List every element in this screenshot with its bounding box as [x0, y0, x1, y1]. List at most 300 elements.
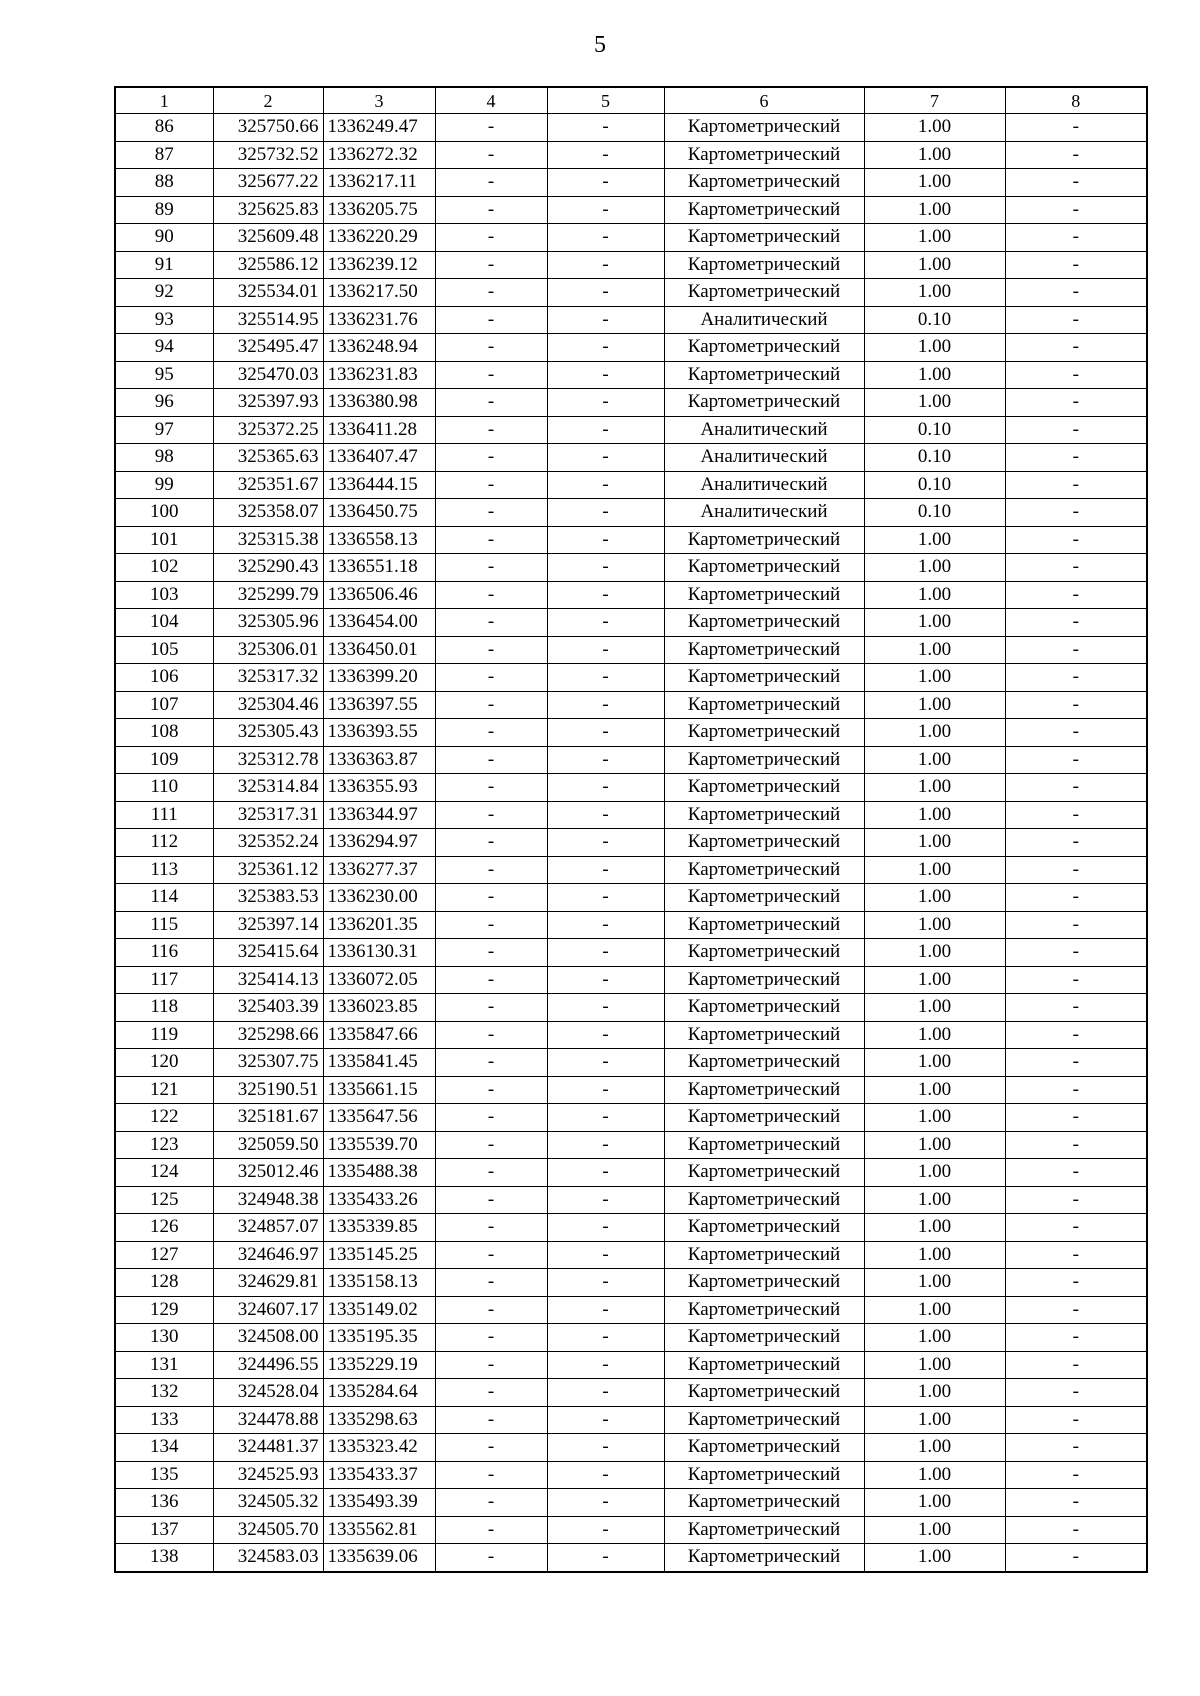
method-cell: Картометрический — [664, 526, 864, 554]
table-body — [115, 87, 1147, 1572]
x-coordinate-cell: 324646.97 — [213, 1241, 323, 1269]
col5-cell: - — [547, 361, 664, 389]
y-coordinate-cell: 1336231.76 — [323, 306, 435, 334]
x-coordinate-cell: 325514.95 — [213, 306, 323, 334]
col4-cell: - — [435, 801, 547, 829]
col4-cell: - — [435, 691, 547, 719]
accuracy-cell: 1.00 — [864, 334, 1005, 362]
y-coordinate-cell: 1336355.93 — [323, 774, 435, 802]
x-coordinate-cell: 324948.38 — [213, 1186, 323, 1214]
point-number-cell: 120 — [115, 1049, 213, 1077]
col8-cell: - — [1005, 251, 1147, 279]
header-cell: 2 — [213, 87, 323, 114]
x-coordinate-cell: 325750.66 — [213, 114, 323, 142]
col5-cell: - — [547, 719, 664, 747]
col4-cell: - — [435, 609, 547, 637]
table-row — [115, 444, 1147, 472]
table-row — [115, 499, 1147, 527]
accuracy-cell: 1.00 — [864, 966, 1005, 994]
table-row — [115, 1406, 1147, 1434]
table-row — [115, 1544, 1147, 1572]
x-coordinate-cell: 324481.37 — [213, 1434, 323, 1462]
x-coordinate-cell: 324478.88 — [213, 1406, 323, 1434]
col4-cell: - — [435, 1434, 547, 1462]
method-cell: Картометрический — [664, 224, 864, 252]
y-coordinate-cell: 1336277.37 — [323, 856, 435, 884]
col5-cell: - — [547, 1434, 664, 1462]
col5-cell: - — [547, 1269, 664, 1297]
table-row — [115, 224, 1147, 252]
x-coordinate-cell: 325181.67 — [213, 1104, 323, 1132]
table-row — [115, 719, 1147, 747]
y-coordinate-cell: 1335145.25 — [323, 1241, 435, 1269]
x-coordinate-cell: 325317.32 — [213, 664, 323, 692]
x-coordinate-cell: 325534.01 — [213, 279, 323, 307]
point-number-cell: 92 — [115, 279, 213, 307]
accuracy-cell: 1.00 — [864, 1516, 1005, 1544]
accuracy-cell: 1.00 — [864, 1379, 1005, 1407]
col4-cell: - — [435, 1049, 547, 1077]
x-coordinate-cell: 325609.48 — [213, 224, 323, 252]
accuracy-cell: 0.10 — [864, 416, 1005, 444]
point-number-cell: 134 — [115, 1434, 213, 1462]
x-coordinate-cell: 325365.63 — [213, 444, 323, 472]
col4-cell: - — [435, 829, 547, 857]
table-row — [115, 279, 1147, 307]
table-row — [115, 1324, 1147, 1352]
col4-cell: - — [435, 361, 547, 389]
y-coordinate-cell: 1335339.85 — [323, 1214, 435, 1242]
x-coordinate-cell: 325361.12 — [213, 856, 323, 884]
y-coordinate-cell: 1335539.70 — [323, 1131, 435, 1159]
method-cell: Картометрический — [664, 994, 864, 1022]
accuracy-cell: 1.00 — [864, 1461, 1005, 1489]
col4-cell: - — [435, 1406, 547, 1434]
col4-cell: - — [435, 224, 547, 252]
col4-cell: - — [435, 114, 547, 142]
col4-cell: - — [435, 1131, 547, 1159]
y-coordinate-cell: 1336551.18 — [323, 554, 435, 582]
accuracy-cell: 1.00 — [864, 389, 1005, 417]
table-row — [115, 801, 1147, 829]
col5-cell: - — [547, 1186, 664, 1214]
col8-cell: - — [1005, 1489, 1147, 1517]
point-number-cell: 126 — [115, 1214, 213, 1242]
table-row — [115, 361, 1147, 389]
col8-cell: - — [1005, 746, 1147, 774]
table-row — [115, 609, 1147, 637]
col4-cell: - — [435, 581, 547, 609]
x-coordinate-cell: 324629.81 — [213, 1269, 323, 1297]
col8-cell: - — [1005, 389, 1147, 417]
point-number-cell: 122 — [115, 1104, 213, 1132]
accuracy-cell: 1.00 — [864, 664, 1005, 692]
y-coordinate-cell: 1336130.31 — [323, 939, 435, 967]
point-number-cell: 131 — [115, 1351, 213, 1379]
table-row — [115, 829, 1147, 857]
y-coordinate-cell: 1336407.47 — [323, 444, 435, 472]
y-coordinate-cell: 1336272.32 — [323, 141, 435, 169]
x-coordinate-cell: 325397.93 — [213, 389, 323, 417]
point-number-cell: 110 — [115, 774, 213, 802]
col5-cell: - — [547, 636, 664, 664]
col5-cell: - — [547, 829, 664, 857]
point-number-cell: 130 — [115, 1324, 213, 1352]
y-coordinate-cell: 1336393.55 — [323, 719, 435, 747]
col8-cell: - — [1005, 361, 1147, 389]
point-number-cell: 107 — [115, 691, 213, 719]
point-number-cell: 111 — [115, 801, 213, 829]
col5-cell: - — [547, 581, 664, 609]
y-coordinate-cell: 1336450.75 — [323, 499, 435, 527]
col5-cell: - — [547, 1406, 664, 1434]
table-row — [115, 251, 1147, 279]
accuracy-cell: 1.00 — [864, 911, 1005, 939]
accuracy-cell: 1.00 — [864, 609, 1005, 637]
method-cell: Картометрический — [664, 1214, 864, 1242]
x-coordinate-cell: 324607.17 — [213, 1296, 323, 1324]
coordinates-table — [114, 86, 1148, 1573]
col4-cell: - — [435, 1324, 547, 1352]
x-coordinate-cell: 325358.07 — [213, 499, 323, 527]
col5-cell: - — [547, 911, 664, 939]
x-coordinate-cell: 325298.66 — [213, 1021, 323, 1049]
method-cell: Картометрический — [664, 1159, 864, 1187]
col4-cell: - — [435, 444, 547, 472]
y-coordinate-cell: 1336506.46 — [323, 581, 435, 609]
x-coordinate-cell: 325306.01 — [213, 636, 323, 664]
col4-cell: - — [435, 251, 547, 279]
col4-cell: - — [435, 526, 547, 554]
col8-cell: - — [1005, 691, 1147, 719]
y-coordinate-cell: 1335195.35 — [323, 1324, 435, 1352]
col5-cell: - — [547, 746, 664, 774]
y-coordinate-cell: 1336217.11 — [323, 169, 435, 197]
col8-cell: - — [1005, 471, 1147, 499]
point-number-cell: 96 — [115, 389, 213, 417]
y-coordinate-cell: 1335847.66 — [323, 1021, 435, 1049]
point-number-cell: 89 — [115, 196, 213, 224]
col5-cell: - — [547, 609, 664, 637]
point-number-cell: 114 — [115, 884, 213, 912]
header-cell: 7 — [864, 87, 1005, 114]
method-cell: Картометрический — [664, 829, 864, 857]
y-coordinate-cell: 1335229.19 — [323, 1351, 435, 1379]
x-coordinate-cell: 325414.13 — [213, 966, 323, 994]
point-number-cell: 132 — [115, 1379, 213, 1407]
y-coordinate-cell: 1336230.00 — [323, 884, 435, 912]
method-cell: Картометрический — [664, 801, 864, 829]
col5-cell: - — [547, 554, 664, 582]
x-coordinate-cell: 325012.46 — [213, 1159, 323, 1187]
col8-cell: - — [1005, 829, 1147, 857]
y-coordinate-cell: 1336380.98 — [323, 389, 435, 417]
method-cell: Картометрический — [664, 691, 864, 719]
table-row — [115, 471, 1147, 499]
x-coordinate-cell: 325299.79 — [213, 581, 323, 609]
col4-cell: - — [435, 1269, 547, 1297]
col8-cell: - — [1005, 499, 1147, 527]
col5-cell: - — [547, 1131, 664, 1159]
accuracy-cell: 1.00 — [864, 581, 1005, 609]
table-row — [115, 884, 1147, 912]
col8-cell: - — [1005, 279, 1147, 307]
accuracy-cell: 1.00 — [864, 224, 1005, 252]
col4-cell: - — [435, 306, 547, 334]
table-row — [115, 1434, 1147, 1462]
table-row — [115, 1241, 1147, 1269]
col5-cell: - — [547, 1214, 664, 1242]
col4-cell: - — [435, 554, 547, 582]
col4-cell: - — [435, 1296, 547, 1324]
accuracy-cell: 1.00 — [864, 1159, 1005, 1187]
x-coordinate-cell: 325397.14 — [213, 911, 323, 939]
x-coordinate-cell: 325317.31 — [213, 801, 323, 829]
col8-cell: - — [1005, 1049, 1147, 1077]
method-cell: Картометрический — [664, 1379, 864, 1407]
y-coordinate-cell: 1336363.87 — [323, 746, 435, 774]
method-cell: Картометрический — [664, 884, 864, 912]
table-row — [115, 1104, 1147, 1132]
point-number-cell: 102 — [115, 554, 213, 582]
x-coordinate-cell: 325190.51 — [213, 1076, 323, 1104]
x-coordinate-cell: 325586.12 — [213, 251, 323, 279]
col5-cell: - — [547, 1516, 664, 1544]
page-number: 5 — [594, 32, 606, 58]
col4-cell: - — [435, 169, 547, 197]
point-number-cell: 93 — [115, 306, 213, 334]
accuracy-cell: 1.00 — [864, 251, 1005, 279]
col8-cell: - — [1005, 169, 1147, 197]
col8-cell: - — [1005, 994, 1147, 1022]
accuracy-cell: 1.00 — [864, 1489, 1005, 1517]
header-cell: 8 — [1005, 87, 1147, 114]
table-row — [115, 856, 1147, 884]
method-cell: Картометрический — [664, 114, 864, 142]
col8-cell: - — [1005, 1351, 1147, 1379]
y-coordinate-cell: 1335284.64 — [323, 1379, 435, 1407]
col8-cell: - — [1005, 1104, 1147, 1132]
y-coordinate-cell: 1336220.29 — [323, 224, 435, 252]
col8-cell: - — [1005, 416, 1147, 444]
col4-cell: - — [435, 279, 547, 307]
method-cell: Картометрический — [664, 1049, 864, 1077]
col8-cell: - — [1005, 196, 1147, 224]
x-coordinate-cell: 325305.43 — [213, 719, 323, 747]
y-coordinate-cell: 1336294.97 — [323, 829, 435, 857]
col8-cell: - — [1005, 856, 1147, 884]
table-row — [115, 1461, 1147, 1489]
point-number-cell: 86 — [115, 114, 213, 142]
point-number-cell: 124 — [115, 1159, 213, 1187]
point-number-cell: 99 — [115, 471, 213, 499]
col8-cell: - — [1005, 1516, 1147, 1544]
y-coordinate-cell: 1336201.35 — [323, 911, 435, 939]
x-coordinate-cell: 325625.83 — [213, 196, 323, 224]
table-row — [115, 389, 1147, 417]
y-coordinate-cell: 1335298.63 — [323, 1406, 435, 1434]
method-cell: Картометрический — [664, 1324, 864, 1352]
table-row — [115, 966, 1147, 994]
y-coordinate-cell: 1335433.37 — [323, 1461, 435, 1489]
accuracy-cell: 1.00 — [864, 691, 1005, 719]
method-cell: Картометрический — [664, 746, 864, 774]
method-cell: Аналитический — [664, 499, 864, 527]
x-coordinate-cell: 325352.24 — [213, 829, 323, 857]
col8-cell: - — [1005, 1021, 1147, 1049]
x-coordinate-cell: 325351.67 — [213, 471, 323, 499]
y-coordinate-cell: 1335562.81 — [323, 1516, 435, 1544]
method-cell: Аналитический — [664, 444, 864, 472]
col4-cell: - — [435, 499, 547, 527]
col4-cell: - — [435, 471, 547, 499]
col5-cell: - — [547, 1021, 664, 1049]
y-coordinate-cell: 1336397.55 — [323, 691, 435, 719]
accuracy-cell: 1.00 — [864, 1049, 1005, 1077]
header-cell: 5 — [547, 87, 664, 114]
accuracy-cell: 1.00 — [864, 554, 1005, 582]
col8-cell: - — [1005, 609, 1147, 637]
col5-cell: - — [547, 1489, 664, 1517]
table-row — [115, 581, 1147, 609]
method-cell: Картометрический — [664, 636, 864, 664]
y-coordinate-cell: 1335493.39 — [323, 1489, 435, 1517]
col4-cell: - — [435, 1379, 547, 1407]
y-coordinate-cell: 1336399.20 — [323, 664, 435, 692]
table-row — [115, 1021, 1147, 1049]
col8-cell: - — [1005, 1214, 1147, 1242]
col5-cell: - — [547, 196, 664, 224]
method-cell: Картометрический — [664, 1351, 864, 1379]
col5-cell: - — [547, 774, 664, 802]
y-coordinate-cell: 1336454.00 — [323, 609, 435, 637]
col4-cell: - — [435, 334, 547, 362]
point-number-cell: 91 — [115, 251, 213, 279]
x-coordinate-cell: 324496.55 — [213, 1351, 323, 1379]
point-number-cell: 103 — [115, 581, 213, 609]
col8-cell: - — [1005, 114, 1147, 142]
col5-cell: - — [547, 939, 664, 967]
method-cell: Картометрический — [664, 1104, 864, 1132]
accuracy-cell: 1.00 — [864, 1269, 1005, 1297]
col5-cell: - — [547, 856, 664, 884]
col5-cell: - — [547, 1076, 664, 1104]
col4-cell: - — [435, 884, 547, 912]
col4-cell: - — [435, 389, 547, 417]
method-cell: Картометрический — [664, 1544, 864, 1572]
col8-cell: - — [1005, 306, 1147, 334]
col5-cell: - — [547, 279, 664, 307]
header-cell: 3 — [323, 87, 435, 114]
y-coordinate-cell: 1336344.97 — [323, 801, 435, 829]
col8-cell: - — [1005, 1241, 1147, 1269]
col8-cell: - — [1005, 939, 1147, 967]
accuracy-cell: 1.00 — [864, 1214, 1005, 1242]
y-coordinate-cell: 1336248.94 — [323, 334, 435, 362]
accuracy-cell: 1.00 — [864, 169, 1005, 197]
x-coordinate-cell: 325059.50 — [213, 1131, 323, 1159]
method-cell: Картометрический — [664, 609, 864, 637]
x-coordinate-cell: 325677.22 — [213, 169, 323, 197]
col4-cell: - — [435, 856, 547, 884]
x-coordinate-cell: 325415.64 — [213, 939, 323, 967]
accuracy-cell: 1.00 — [864, 1021, 1005, 1049]
method-cell: Картометрический — [664, 251, 864, 279]
x-coordinate-cell: 325403.39 — [213, 994, 323, 1022]
col4-cell: - — [435, 1214, 547, 1242]
table-row — [115, 554, 1147, 582]
point-number-cell: 87 — [115, 141, 213, 169]
col4-cell: - — [435, 1021, 547, 1049]
accuracy-cell: 1.00 — [864, 114, 1005, 142]
col8-cell: - — [1005, 1076, 1147, 1104]
col4-cell: - — [435, 719, 547, 747]
col5-cell: - — [547, 994, 664, 1022]
header-cell: 4 — [435, 87, 547, 114]
y-coordinate-cell: 1336450.01 — [323, 636, 435, 664]
point-number-cell: 115 — [115, 911, 213, 939]
point-number-cell: 104 — [115, 609, 213, 637]
table-row — [115, 141, 1147, 169]
y-coordinate-cell: 1336023.85 — [323, 994, 435, 1022]
method-cell: Картометрический — [664, 774, 864, 802]
table-row — [115, 526, 1147, 554]
method-cell: Картометрический — [664, 1186, 864, 1214]
col5-cell: - — [547, 1544, 664, 1572]
col4-cell: - — [435, 1516, 547, 1544]
col5-cell: - — [547, 334, 664, 362]
x-coordinate-cell: 324525.93 — [213, 1461, 323, 1489]
accuracy-cell: 1.00 — [864, 1131, 1005, 1159]
col4-cell: - — [435, 994, 547, 1022]
col8-cell: - — [1005, 966, 1147, 994]
accuracy-cell: 0.10 — [864, 306, 1005, 334]
point-number-cell: 112 — [115, 829, 213, 857]
x-coordinate-cell: 325314.84 — [213, 774, 323, 802]
method-cell: Картометрический — [664, 719, 864, 747]
y-coordinate-cell: 1336217.50 — [323, 279, 435, 307]
point-number-cell: 125 — [115, 1186, 213, 1214]
accuracy-cell: 1.00 — [864, 719, 1005, 747]
point-number-cell: 128 — [115, 1269, 213, 1297]
point-number-cell: 121 — [115, 1076, 213, 1104]
col4-cell: - — [435, 664, 547, 692]
col5-cell: - — [547, 884, 664, 912]
point-number-cell: 100 — [115, 499, 213, 527]
accuracy-cell: 1.00 — [864, 1104, 1005, 1132]
table-row — [115, 994, 1147, 1022]
accuracy-cell: 0.10 — [864, 499, 1005, 527]
method-cell: Картометрический — [664, 1076, 864, 1104]
point-number-cell: 90 — [115, 224, 213, 252]
x-coordinate-cell: 325470.03 — [213, 361, 323, 389]
table-row — [115, 1269, 1147, 1297]
table-row — [115, 911, 1147, 939]
col8-cell: - — [1005, 1434, 1147, 1462]
col8-cell: - — [1005, 884, 1147, 912]
point-number-cell: 119 — [115, 1021, 213, 1049]
col5-cell: - — [547, 444, 664, 472]
y-coordinate-cell: 1335647.56 — [323, 1104, 435, 1132]
method-cell: Картометрический — [664, 911, 864, 939]
col4-cell: - — [435, 1461, 547, 1489]
col8-cell: - — [1005, 1159, 1147, 1187]
method-cell: Картометрический — [664, 141, 864, 169]
col4-cell: - — [435, 1076, 547, 1104]
x-coordinate-cell: 325305.96 — [213, 609, 323, 637]
accuracy-cell: 1.00 — [864, 746, 1005, 774]
x-coordinate-cell: 325307.75 — [213, 1049, 323, 1077]
